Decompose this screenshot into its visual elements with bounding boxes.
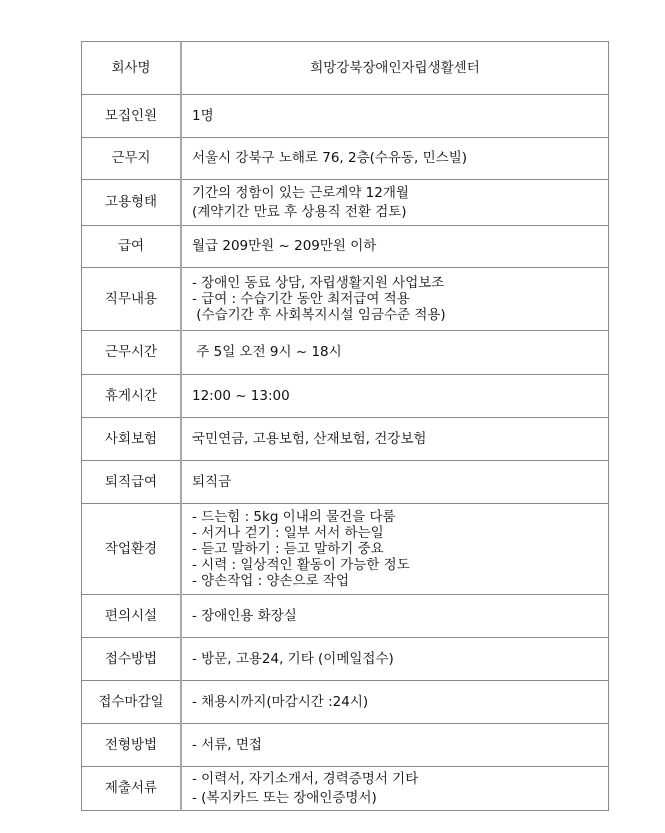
salary-label: 급여: [82, 226, 182, 268]
value-line: - 방문, 고용24, 기타 (이메일접수): [192, 650, 394, 667]
company-name-label: 회사명: [82, 42, 182, 95]
selection-method-label: 전형방법: [82, 724, 182, 767]
work-environment-value: [181, 504, 609, 595]
row-job-duties: [82, 268, 609, 331]
company-name-value: [181, 42, 609, 95]
value-line: 서울시 강북구 노해로 76, 2층(수유동, 민스빌): [192, 150, 467, 166]
row-selection-method: [82, 724, 609, 767]
row-retirement-benefit: [82, 461, 609, 504]
row-headcount: [82, 95, 609, 138]
row-work-environment: [82, 504, 609, 595]
work-hours-value: [181, 331, 609, 375]
work-environment-label: 작업환경: [82, 504, 182, 595]
selection-method-value: [181, 724, 609, 767]
retirement-benefit-label: 퇴직급여: [82, 461, 182, 504]
row-social-insurance: [82, 418, 609, 461]
headcount-value: [181, 95, 609, 138]
required-documents-value: [181, 767, 609, 811]
row-employment-type: [82, 180, 609, 226]
value-line: 퇴직금: [192, 473, 232, 490]
application-method-value: [181, 638, 609, 681]
value-line: - 이력서, 자기소개서, 경력증명서 기타: [192, 770, 419, 787]
value-line: - 장애인 동료 상담, 자립생활지원 사업보조: [192, 275, 445, 291]
value-line: - 듣고 말하기 : 듣고 말하기 중요: [192, 541, 384, 557]
value-line: - 급여 : 수습기간 동안 최저급여 적용: [192, 291, 410, 307]
value-line: - (복지카드 또는 장애인증명서): [192, 789, 377, 806]
break-time-value: [181, 375, 609, 418]
value-line: 국민연금, 고용보험, 산재보험, 건강보험: [192, 430, 427, 447]
row-company-name: [82, 42, 609, 95]
row-application-deadline: [82, 681, 609, 724]
headcount-label: 모집인원: [82, 95, 182, 138]
application-method-label: 접수방법: [82, 638, 182, 681]
required-documents-label: 제출서류: [82, 767, 182, 811]
value-line: (계약기간 만료 후 상용직 전환 검토): [192, 203, 407, 220]
value-line: - 서거나 걷기 : 일부 서서 하는일: [192, 525, 384, 541]
row-required-documents: [82, 767, 609, 811]
value-line: 1명: [192, 107, 214, 124]
value-line: 주 5일 오전 9시 ~ 18시: [192, 344, 342, 360]
facilities-value: [181, 595, 609, 638]
application-deadline-label: 접수마감일: [82, 681, 182, 724]
row-salary: [82, 226, 609, 268]
work-location-label: 근무지: [82, 138, 182, 180]
value-line: 월급 209만원 ~ 209만원 이하: [192, 238, 377, 254]
employment-type-label: 고용형태: [82, 180, 182, 226]
row-break-time: [82, 375, 609, 418]
row-work-location: [82, 138, 609, 180]
facilities-label: 편의시설: [82, 595, 182, 638]
social-insurance-value: [181, 418, 609, 461]
value-line: - 양손작업 : 양손으로 작업: [192, 573, 349, 589]
value-line: - 시력 : 일상적인 활동이 가능한 정도: [192, 557, 410, 573]
retirement-benefit-value: [181, 461, 609, 504]
value-line: 12:00 ~ 13:00: [192, 387, 290, 404]
value-line: - 장애인용 화장실: [192, 607, 297, 624]
row-application-method: [82, 638, 609, 681]
value-line: 희망강북장애인자립생활센터: [310, 59, 480, 76]
social-insurance-label: 사회보험: [82, 418, 182, 461]
salary-value: [181, 226, 609, 268]
row-facilities: [82, 595, 609, 638]
job-duties-label: 직무내용: [82, 268, 182, 331]
break-time-label: 휴게시간: [82, 375, 182, 418]
employment-type-value: [181, 180, 609, 226]
application-deadline-value: [181, 681, 609, 724]
value-line: - 채용시까지(마감시간 :24시): [192, 693, 369, 710]
job-posting-table: [81, 41, 609, 811]
value-line: - 드는힘 : 5kg 이내의 물건을 다룸: [192, 509, 396, 525]
value-line: (수습기간 후 사회복지시설 임금수준 적용): [192, 307, 446, 323]
row-work-hours: [82, 331, 609, 375]
value-line: - 서류, 면접: [192, 736, 262, 753]
job-duties-value: [181, 268, 609, 331]
value-line: 기간의 정함이 있는 근로계약 12개월: [192, 184, 409, 201]
work-hours-label: 근무시간: [82, 331, 182, 375]
work-location-value: [181, 138, 609, 180]
